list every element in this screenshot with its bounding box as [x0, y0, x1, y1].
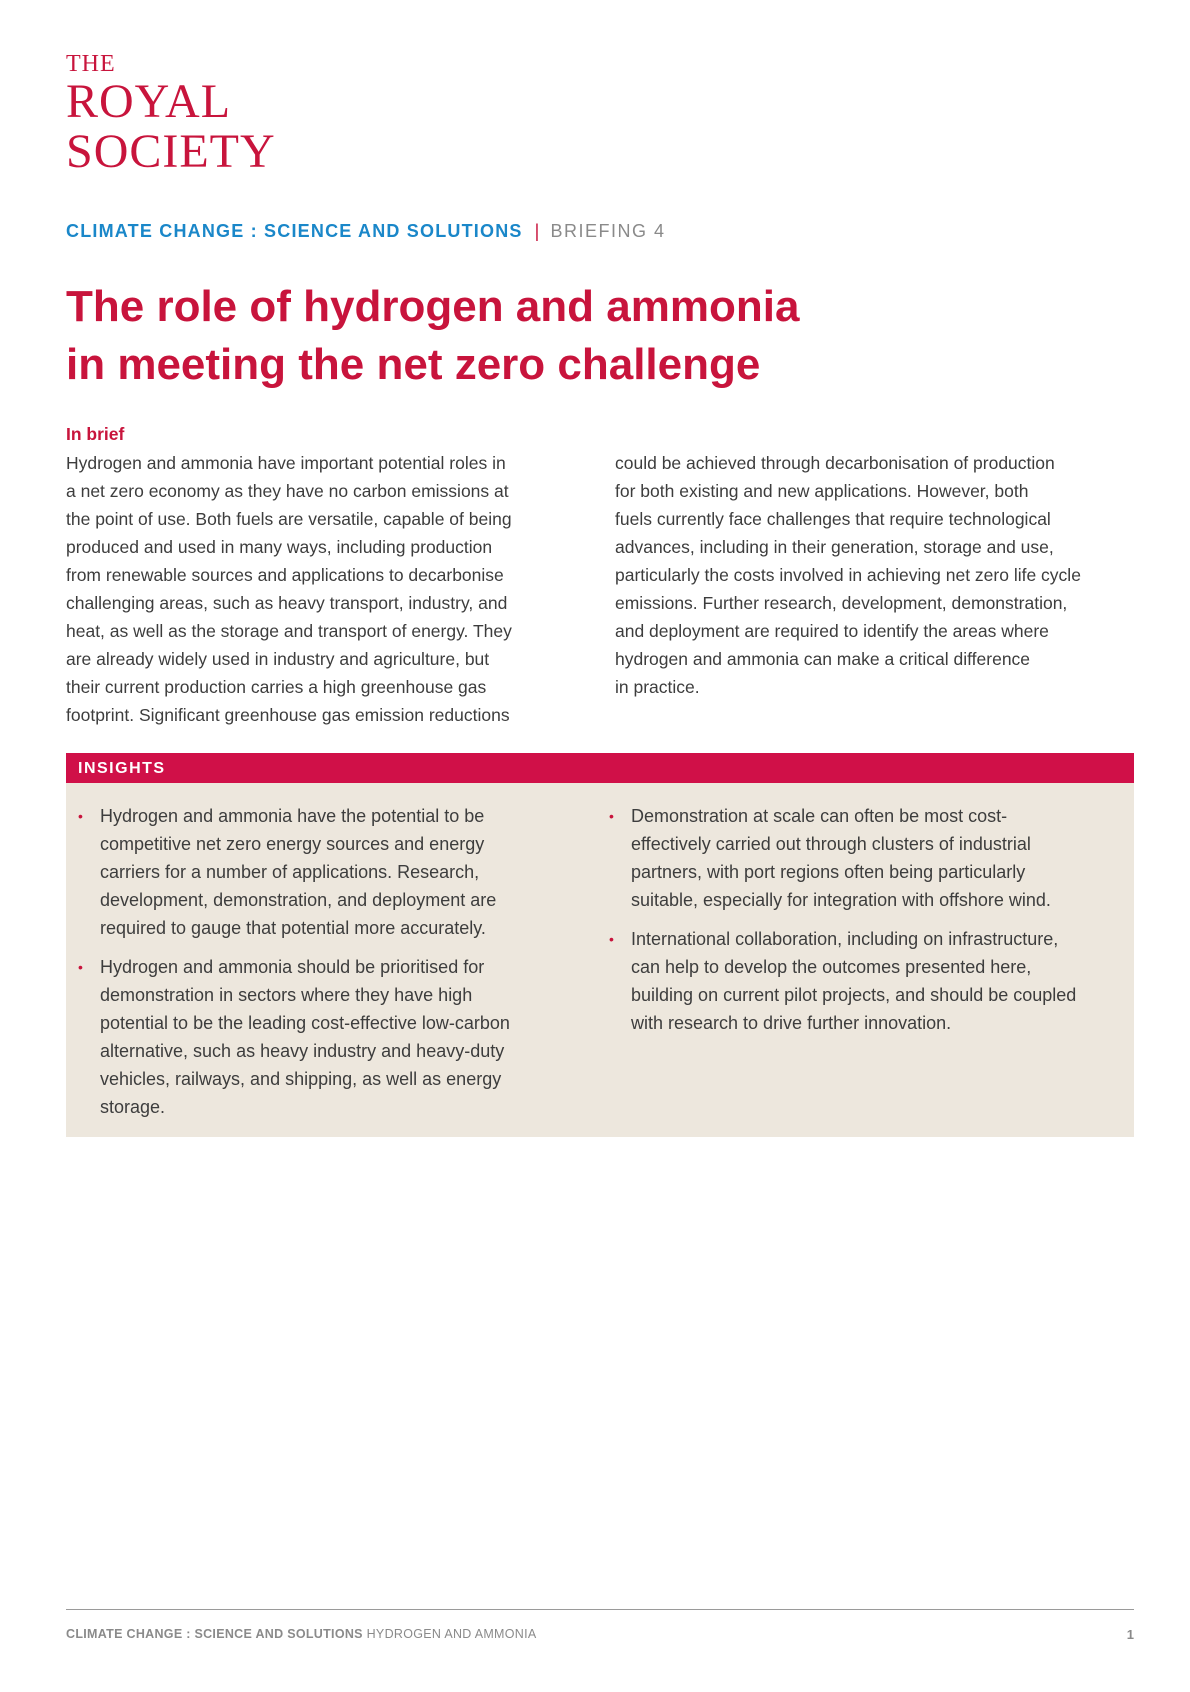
page-title [66, 278, 966, 394]
brief-line: a net zero economy as they have no carbon emissions at [66, 481, 509, 501]
in-brief-left-column [66, 449, 566, 729]
insights-left-column [66, 802, 586, 1132]
insight-line: International collaboration, including on infrastructure, [631, 929, 1059, 949]
in-brief-right-column [615, 449, 1135, 701]
brief-line: in practice. [615, 677, 700, 697]
title-line-2: in meeting the net zero challenge [66, 340, 761, 389]
bullet-icon: • [609, 808, 614, 824]
series-separator: | [534, 221, 541, 241]
insight-line: can help to develop the outcomes presented here, [631, 957, 1032, 977]
insight-line: demonstration in sectors where they have high [100, 985, 473, 1005]
insight-line: suitable, especially for integration with offshore wind. [631, 890, 1051, 910]
series-name: CLIMATE CHANGE : SCIENCE AND SOLUTIONS [66, 221, 523, 241]
brief-line: emissions. Further research, development, demonstration, [615, 593, 1068, 613]
royal-society-logo [66, 52, 276, 176]
insight-line: with research to drive further innovation. [631, 1013, 952, 1033]
insight-item [66, 953, 586, 1121]
brief-line: heat, as well as the storage and transport of energy. They [66, 621, 512, 641]
bullet-icon: • [609, 931, 614, 947]
brief-line: Hydrogen and ammonia have important potential roles in [66, 453, 506, 473]
brief-line: challenging areas, such as heavy transport, industry, and [66, 593, 508, 613]
logo-line-society: SOCIETY [66, 125, 276, 178]
footer-divider [66, 1609, 1134, 1610]
insight-line: required to gauge that potential more accurately. [100, 918, 486, 938]
insight-line: Hydrogen and ammonia should be prioritised for [100, 957, 485, 977]
brief-line: fuels currently face challenges that require technological [615, 509, 1051, 529]
insights-panel [66, 753, 1134, 1137]
brief-line: for both existing and new applications. However, both [615, 481, 1029, 501]
brief-line: particularly the costs involved in achieving net zero life cycle [615, 565, 1081, 585]
insights-right-column [597, 802, 1117, 1048]
logo-line-royal: ROYAL [66, 75, 232, 128]
insight-line: Hydrogen and ammonia have the potential to be [100, 806, 485, 826]
footer-series: CLIMATE CHANGE : SCIENCE AND SOLUTIONS [66, 1627, 363, 1641]
footer-topic: HYDROGEN AND AMMONIA [366, 1627, 537, 1641]
brief-line: produced and used in many ways, including production [66, 537, 493, 557]
title-line-1: The role of hydrogen and ammonia [66, 282, 800, 331]
brief-line: advances, including in their generation, storage and use, [615, 537, 1054, 557]
brief-line: could be achieved through decarbonisation of production [615, 453, 1055, 473]
insight-item [66, 802, 586, 942]
brief-line: are already widely used in industry and agriculture, but [66, 649, 490, 669]
page-number: 1 [1126, 1627, 1134, 1642]
brief-line: hydrogen and ammonia can make a critical difference [615, 649, 1031, 669]
in-brief-heading: In brief [66, 424, 125, 444]
insight-line: alternative, such as heavy industry and heavy-duty [100, 1041, 505, 1061]
brief-line: from renewable sources and applications to decarbonise [66, 565, 504, 585]
brief-line: the point of use. Both fuels are versatile, capable of being [66, 509, 512, 529]
brief-line: and deployment are required to identify the areas where [615, 621, 1049, 641]
series-header [66, 221, 666, 242]
logo-line-the: THE [66, 51, 116, 77]
insight-line: vehicles, railways, and shipping, as well as energy [100, 1069, 502, 1089]
bullet-icon: • [78, 959, 83, 975]
insight-line: building on current pilot projects, and should be coupled [631, 985, 1077, 1005]
brief-line: their current production carries a high greenhouse gas [66, 677, 487, 697]
bullet-icon: • [78, 808, 83, 824]
insight-line: competitive net zero energy sources and energy [100, 834, 485, 854]
insight-line: development, demonstration, and deployment are [100, 890, 497, 910]
briefing-number: BRIEFING 4 [550, 221, 666, 241]
footer-label [66, 1627, 537, 1641]
insight-item [597, 925, 1117, 1037]
insights-heading: INSIGHTS [66, 753, 1134, 783]
insight-line: storage. [100, 1097, 166, 1117]
insight-line: potential to be the leading cost-effective low-carbon [100, 1013, 510, 1033]
brief-line: footprint. Significant greenhouse gas emission reductions [66, 705, 510, 725]
insight-item [597, 802, 1117, 914]
insight-line: Demonstration at scale can often be most cost- [631, 806, 1008, 826]
insight-line: effectively carried out through clusters of industrial [631, 834, 1031, 854]
insight-line: partners, with port regions often being particularly [631, 862, 1026, 882]
insight-line: carriers for a number of applications. Research, [100, 862, 480, 882]
